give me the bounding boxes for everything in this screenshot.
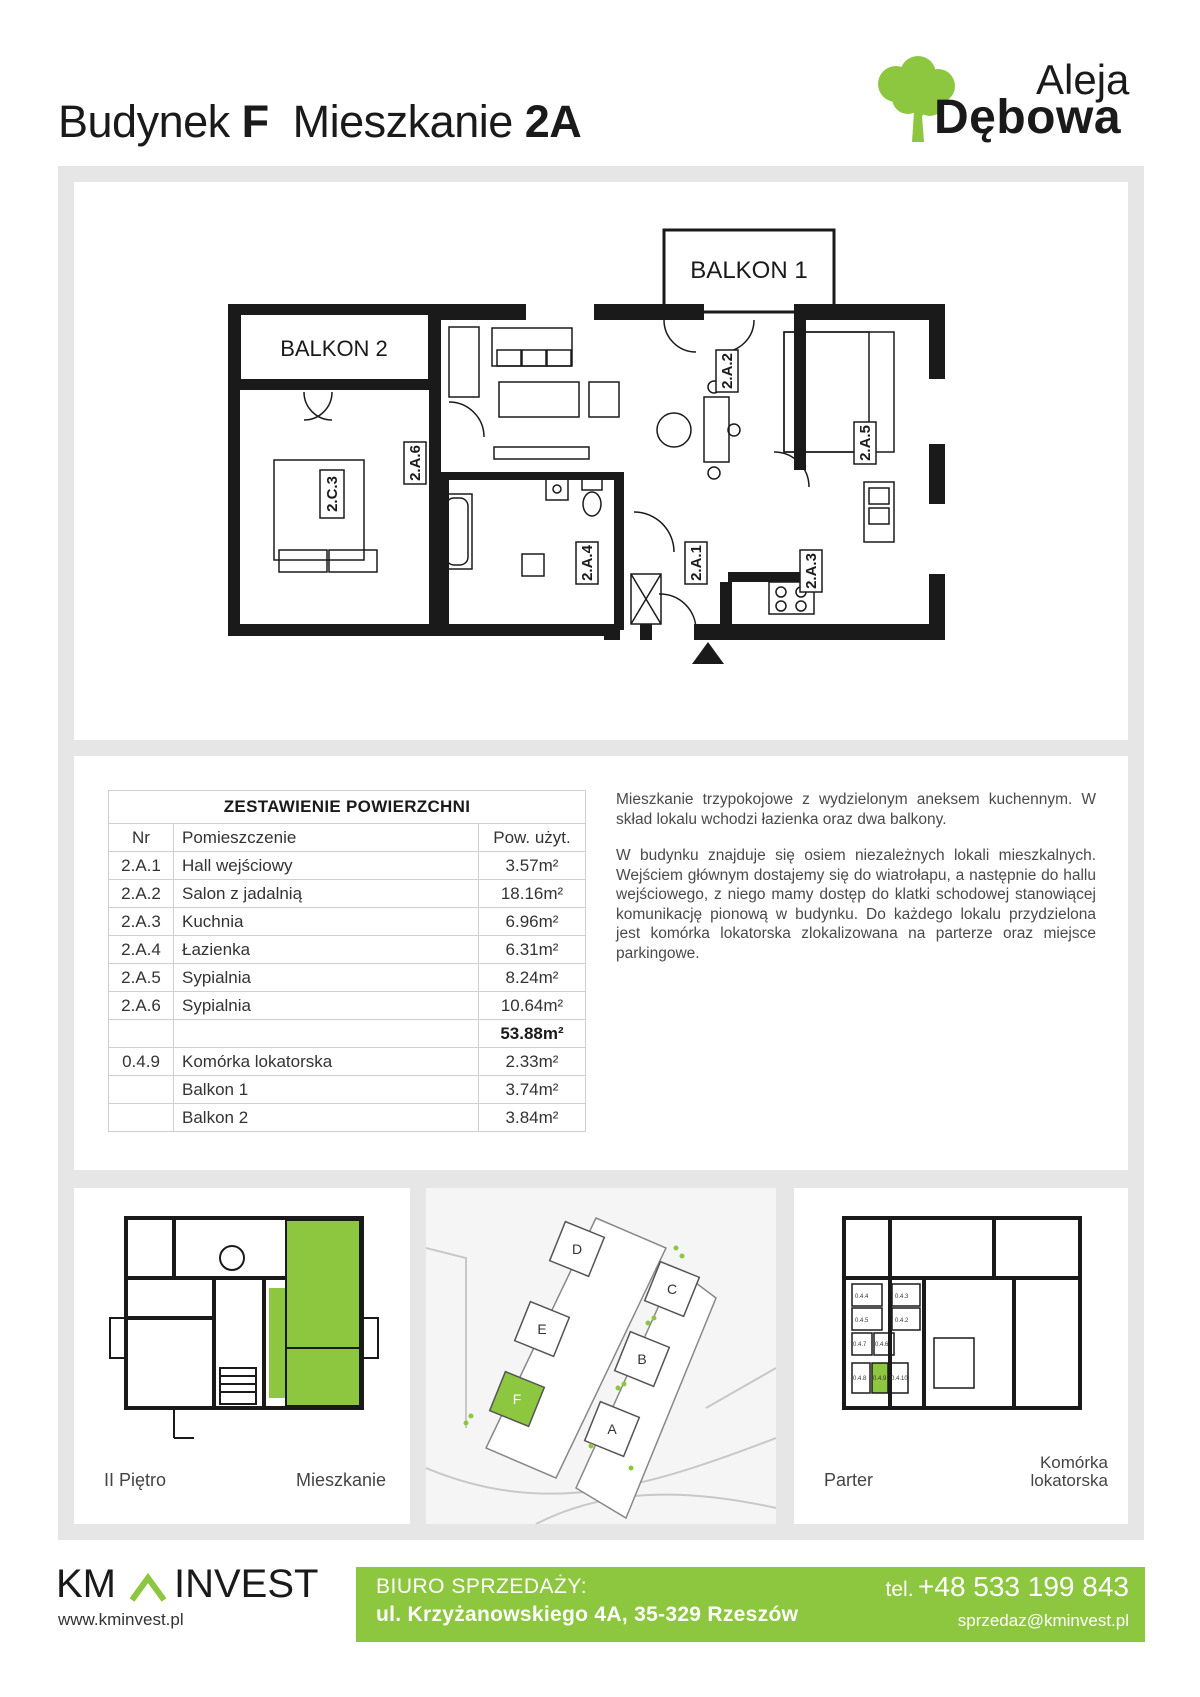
ground-caption: Parter: [824, 1470, 874, 1490]
row-name: Balkon 2: [174, 1104, 479, 1132]
building-label-e: E: [537, 1321, 547, 1337]
table-row: [109, 936, 586, 964]
row-area: 3.84m²: [479, 1104, 586, 1132]
row-nr: 2.A.3: [109, 908, 174, 936]
description-p1: Mieszkanie trzypokojowe z wydzielonym aneksem kuchennym. W skład lokalu wchodzi łazienka oraz dwa balkony.: [616, 791, 1096, 828]
row-name: Balkon 1: [174, 1076, 479, 1104]
row-nr: 0.4.9: [109, 1048, 174, 1076]
brand-line2: Dębowa: [934, 91, 1122, 144]
floor-plan-thumbnail: [74, 1188, 410, 1468]
room-label-2c3: 2.C.3: [324, 476, 341, 512]
row-nr: [109, 1076, 174, 1104]
storage-label: 0.4.4: [855, 1294, 869, 1300]
room-label-2a1: 2.A.1: [688, 545, 705, 581]
room-label-2a3: 2.A.3: [803, 553, 820, 589]
company-left: KM: [56, 1562, 116, 1606]
storage-caption-line1: Komórka: [1039, 1453, 1108, 1472]
row-area: 6.96m²: [479, 908, 586, 936]
table-header-row: [109, 824, 586, 852]
building-label-a: A: [607, 1421, 617, 1437]
row-area: 2.33m²: [479, 1048, 586, 1076]
sales-office-bar: [356, 1567, 1145, 1642]
row-area: 3.57m²: [479, 852, 586, 880]
row-nr: 2.A.6: [109, 992, 174, 1020]
building-label-f: F: [512, 1391, 522, 1407]
row-area: 10.64m²: [479, 992, 586, 1020]
description-p2: W budynku znajduje się osiem niezależnych lokali mieszkalnych. Wejściem głównym dostajemy się do wiatrołapu, a następnie do hallu wejściowego, z niego mamy dostęp do klatki schodowej stanowiącej komunikację pionową w budynku. Do każdego lokalu przydzielona jest komórka lokatorska zlokalizowana na parterze oraz miejsce parkingowe.: [616, 847, 1096, 962]
ground-floor-thumbnail: [794, 1188, 1128, 1468]
storage-label: 0.4.10: [891, 1376, 908, 1382]
area-table-title: ZESTAWIENIE POWIERZCHNI: [109, 791, 586, 824]
row-nr: 2.A.5: [109, 964, 174, 992]
page-title: [58, 96, 581, 148]
website-link[interactable]: www.kminvest.pl: [58, 1610, 184, 1629]
row-area: 8.24m²: [479, 964, 586, 992]
room-label-2a5: 2.A.5: [857, 425, 874, 461]
row-name: Hall wejściowy: [174, 852, 479, 880]
apartment-value: 2A: [524, 96, 582, 147]
balcony-2-label: BALKON 2: [280, 336, 388, 361]
row-nr: 2.A.2: [109, 880, 174, 908]
table-total-row: [109, 1020, 586, 1048]
company-logo: [56, 1562, 319, 1610]
building-label-b: B: [637, 1351, 647, 1367]
office-address: ul. Krzyżanowskiego 4A, 35-329 Rzeszów: [376, 1603, 799, 1626]
storage-label: 0.4.3: [895, 1294, 909, 1300]
total-area: 53.88m²: [479, 1020, 586, 1048]
building-label: Budynek: [58, 96, 230, 147]
phone-number[interactable]: +48 533 199 843: [918, 1571, 1129, 1602]
email-link[interactable]: sprzedaz@kminvest.pl: [957, 1611, 1129, 1630]
row-nr: 2.A.1: [109, 852, 174, 880]
balcony-1-label: BALKON 1: [690, 257, 808, 284]
phone-line: [886, 1571, 1129, 1603]
office-label: BIURO SPRZEDAŻY:: [376, 1575, 588, 1598]
floorplan-drawing: [74, 182, 1128, 740]
room-label-2a2: 2.A.2: [719, 353, 736, 389]
storage-label: 0.4.9: [873, 1376, 887, 1382]
room-label-2a4: 2.A.4: [579, 545, 596, 581]
thumb-ground-panel: [794, 1188, 1128, 1524]
table-row: [109, 1076, 586, 1104]
tel-label: tel.: [885, 1578, 914, 1601]
apartment-label: Mieszkanie: [292, 96, 513, 147]
area-table: [108, 790, 586, 1132]
row-nr: 2.A.4: [109, 936, 174, 964]
storage-caption-line2: lokatorska: [1030, 1471, 1108, 1490]
thumb-floor-panel: [74, 1188, 410, 1524]
site-map-panel: [426, 1188, 776, 1524]
floorplan-panel: [74, 182, 1128, 740]
table-row: [109, 852, 586, 880]
entrance-arrow-icon: [692, 642, 724, 664]
col-nr: Nr: [109, 824, 174, 852]
row-name: Łazienka: [174, 936, 479, 964]
description: [616, 790, 1096, 980]
storage-label: 0.4.7: [853, 1342, 867, 1348]
row-nr: [109, 1104, 174, 1132]
row-area: 6.31m²: [479, 936, 586, 964]
info-panel: [74, 756, 1128, 1170]
col-room: Pomieszczenie: [174, 824, 479, 852]
table-row: [109, 880, 586, 908]
row-name: Salon z jadalnią: [174, 880, 479, 908]
brand-logo: [868, 56, 1148, 146]
row-area: 3.74m²: [479, 1076, 586, 1104]
table-row: [109, 1104, 586, 1132]
floor-caption: II Piętro: [104, 1470, 167, 1490]
row-name: Sypialnia: [174, 992, 479, 1020]
site-map: [426, 1188, 776, 1524]
table-row: [109, 964, 586, 992]
building-label-d: D: [571, 1241, 583, 1257]
brand-line1: Aleja: [1036, 56, 1130, 103]
storage-caption: [1004, 1454, 1108, 1490]
storage-label: 0.4.5: [855, 1318, 869, 1324]
storage-label: 0.4.2: [895, 1318, 909, 1324]
building-value: F: [241, 96, 269, 147]
table-row: [109, 1048, 586, 1076]
col-area: Pow. użyt.: [479, 824, 586, 852]
table-row: [109, 908, 586, 936]
row-name: Sypialnia: [174, 964, 479, 992]
storage-label: 0.4.6: [875, 1342, 889, 1348]
company-right: INVEST: [174, 1562, 319, 1606]
table-row: [109, 992, 586, 1020]
building-label-c: C: [666, 1281, 678, 1297]
room-label-2a6: 2.A.6: [407, 445, 424, 481]
row-name: Komórka lokatorska: [174, 1048, 479, 1076]
row-area: 18.16m²: [479, 880, 586, 908]
apartment-caption: Mieszkanie: [296, 1470, 387, 1490]
storage-label: 0.4.8: [853, 1376, 867, 1382]
roof-icon: [128, 1570, 168, 1602]
row-name: Kuchnia: [174, 908, 479, 936]
